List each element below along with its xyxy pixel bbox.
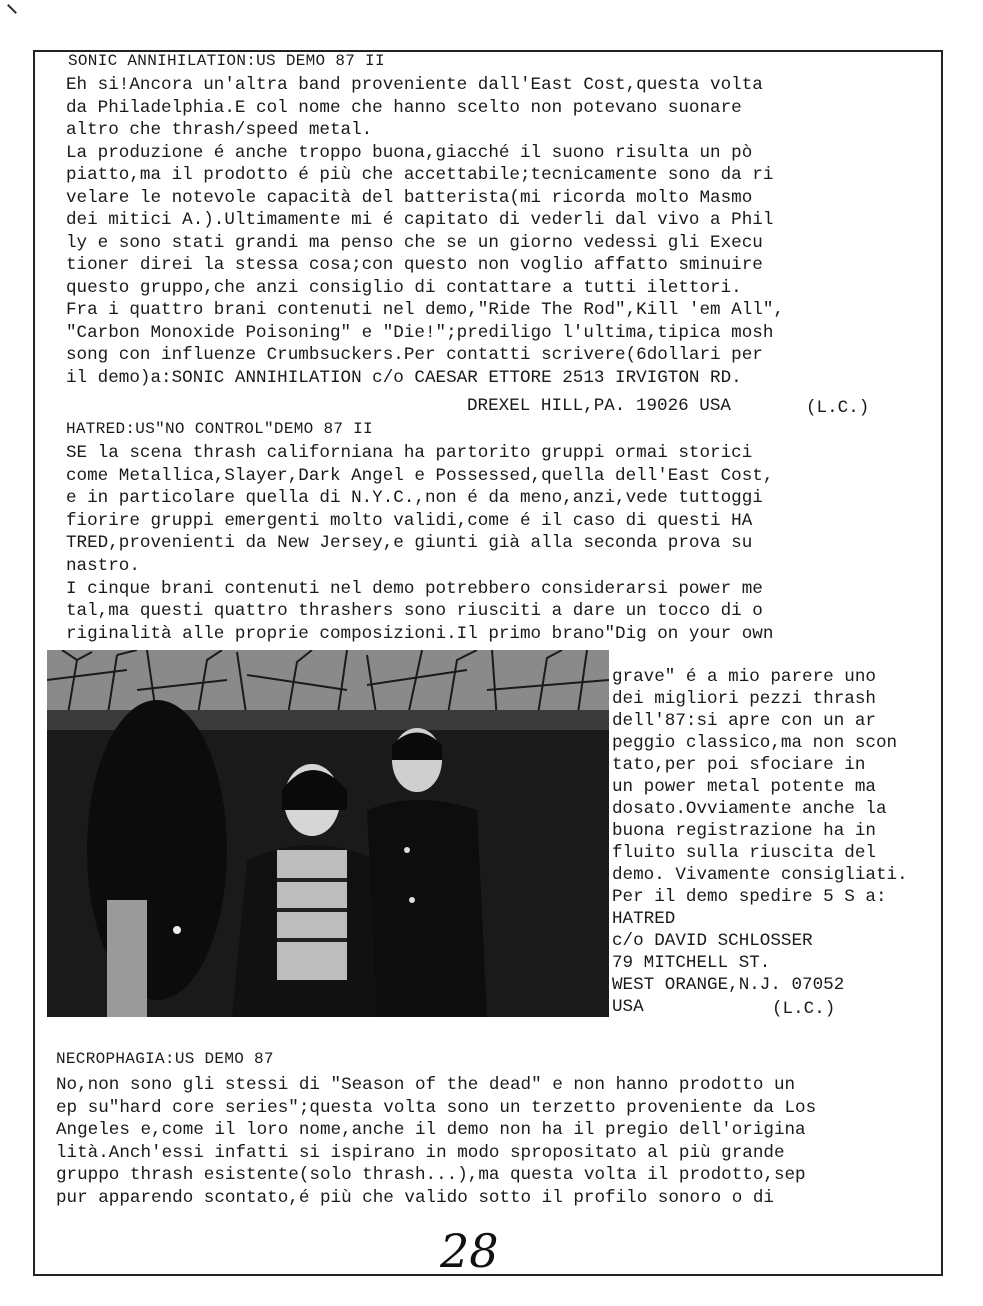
page-number: 28 [440, 1224, 499, 1278]
sidebar-line: demo. Vivamente consigliati. [612, 865, 908, 885]
section-heading-hatred: HATRED:US"NO CONTROL"DEMO 87 II [66, 420, 373, 438]
text-line: pur apparendo scontato,é più che valido sotto il profilo sonoro o di [56, 1188, 774, 1208]
sidebar-line: Per il demo spedire 5 S a: [612, 887, 887, 907]
text-line: questo gruppo,che anzi consiglio di contattare a tutti ilettori. [66, 277, 742, 298]
text-line: tal,ma questi quattro thrashers sono riusciti a dare un tocco di o [66, 601, 763, 622]
text-line: TRED,provenienti da New Jersey,e giunti già alla seconda prova su [66, 533, 753, 554]
text-line: tioner direi la stessa cosa;con questo non voglio affatto sminuire [66, 255, 763, 275]
text-line: riginalità alle proprie composizioni.Il primo brano"Dig on your own [66, 623, 774, 644]
text-line: altro che thrash/speed metal. [66, 120, 373, 140]
text-line: dei mitici A.).Ultimamente mi é capitato di vederli dal vivo a Phil [66, 210, 774, 230]
sidebar-line: grave" é a mio parere uno [612, 667, 876, 687]
text-line: ly e sono stati grandi ma penso che se un giorno vedessi gli Execu [66, 232, 763, 253]
text-line: piatto,ma il prodotto é più che accettabile;tecnicamente sono da ri [66, 165, 774, 185]
text-line: Eh si!Ancora un'altra band proveniente dall'East Cost,questa volta [66, 75, 763, 95]
text-line: fiorire gruppi emergenti molto validi,come é il caso di questi HA [66, 510, 753, 531]
text-line: ep su"hard core series";questa volta sono un terzetto proveniente da Los [56, 1097, 817, 1118]
sidebar-line: dei migliori pezzi thrash [612, 689, 876, 709]
text-line: I cinque brani contenuti nel demo potrebbero considerarsi power me [66, 578, 763, 599]
text-line: il demo)a:SONIC ANNIHILATION c/o CAESAR ETTORE 2513 IRVIGTON RD. [66, 367, 742, 388]
sidebar-line: peggio classico,ma non scon [612, 733, 898, 753]
text-line: Fra i quattro brani contenuti nel demo,"Ride The Rod",Kill 'em All", [66, 300, 784, 320]
sidebar-line: dell'87:si apre con un ar [612, 711, 876, 731]
text-line: nastro. [66, 556, 140, 576]
sidebar-line: 79 MITCHELL ST. [612, 953, 771, 973]
sidebar-line: tato,per poi sfociare in [612, 755, 866, 775]
sidebar-line: c/o DAVID SCHLOSSER [612, 931, 813, 951]
sidebar-line: USA [612, 997, 644, 1017]
sidebar-line: buona registrazione ha in [612, 821, 876, 841]
text-line: lità.Anch'essi infatti si ispirano in modo spropositato al più grande [56, 1142, 785, 1163]
text-line: Angeles e,come il loro nome,anche il demo non ha il pregio dell'origina [56, 1120, 806, 1141]
text-line: da Philadelphia.E col nome che hanno scelto non potevano suonare [66, 97, 742, 118]
sidebar-line: un power metal potente ma [612, 777, 876, 797]
text-line: gruppo thrash esistente(solo thrash...),ma questa volta il prodotto,sep [56, 1165, 806, 1186]
reviewer-signature: (L.C.) [772, 999, 836, 1019]
sidebar-line: dosato.Ovviamente anche la [612, 799, 887, 819]
section-heading-necrophagia: NECROPHAGIA:US DEMO 87 [56, 1050, 274, 1068]
text-line: No,non sono gli stessi di "Season of the dead" e non hanno prodotto un [56, 1075, 796, 1095]
corner-scratch [7, 4, 17, 14]
address-tail: DREXEL HILL,PA. 19026 USA [467, 396, 731, 416]
section-heading-sonic-annihilation: SONIC ANNIHILATION:US DEMO 87 II [68, 52, 385, 70]
text-line: "Carbon Monoxide Poisoning" e "Die!";prediligo l'ultima,tipica mosh [66, 322, 774, 343]
text-line: song con influenze Crumbsuckers.Per contatti scrivere(6dollari per [66, 345, 763, 365]
sidebar-line: HATRED [612, 909, 676, 929]
text-line: come Metallica,Slayer,Dark Angel e Possessed,quella dell'East Cost, [66, 465, 774, 486]
sidebar-line: WEST ORANGE,N.J. 07052 [612, 975, 845, 995]
text-line: La produzione é anche troppo buona,giacché il suono risulta un pò [66, 142, 753, 163]
text-line: e in particolare quella di N.Y.C.,non é da meno,anzi,vede tuttoggi [66, 488, 763, 509]
sidebar-line: fluito sulla riuscita del [612, 843, 876, 863]
text-line: SE la scena thrash californiana ha partorito gruppi ormai storici [66, 443, 753, 463]
band-photo [47, 650, 609, 1017]
text-line: velare le notevole capacità del batterista(mi ricorda molto Masmo [66, 187, 753, 208]
reviewer-signature: (L.C.) [806, 398, 870, 418]
